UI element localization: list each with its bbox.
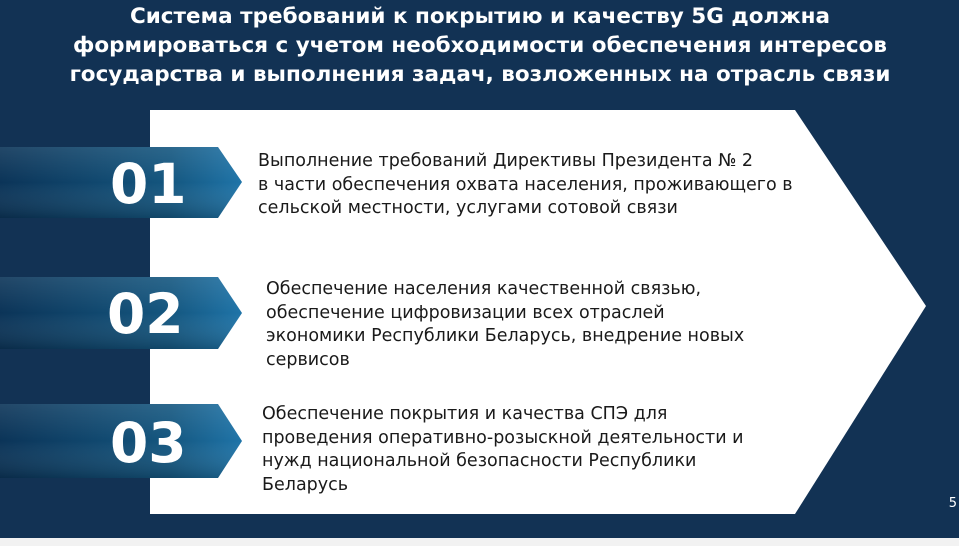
bottom-strip <box>0 538 959 546</box>
item-text-01: Выполнение требований Директивы Президента № 2 в части обеспечения охвата населения, проживающего в сельской местности, услугами сотовой связи <box>258 151 793 218</box>
item-text-02: Обеспечение населения качественной связью, обеспечение цифровизации всех отраслей экономики Республики Беларусь, внедрение новых сервисов <box>266 279 745 370</box>
item-number-01: 01 <box>110 152 187 216</box>
item-number-02: 02 <box>107 282 184 346</box>
item-number-03: 03 <box>110 411 187 475</box>
page-number: 5 <box>948 496 957 511</box>
slide-title: Система требований к покрытию и качеству 5G должна формироваться с учетом необходимости обеспечения интересов государства и выполнения задач, возложенных на отрасль связи <box>69 4 891 87</box>
item-text-03: Обеспечение покрытия и качества СПЭ для проведения оперативно-розыскной деятельности и нужд национальной безопасности Республики Беларусь <box>262 404 744 495</box>
